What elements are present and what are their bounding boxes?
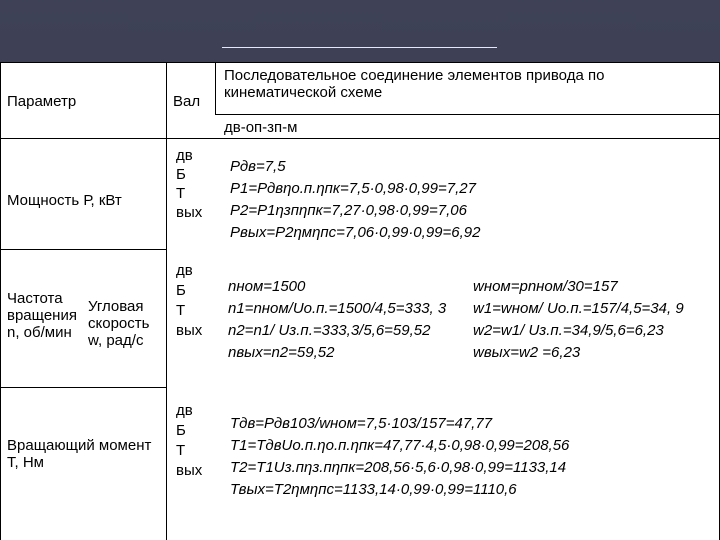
shaft-t: Т (176, 185, 186, 202)
power-label: Мощность Р, кВт (7, 192, 122, 209)
n-line: nвых=n2=59,52 (228, 344, 335, 361)
n-line: n1=nном/Uо.п.=1500/4,5=333, 3 (228, 300, 447, 317)
shaft-out: вых (176, 462, 203, 479)
n-line: n2=n1/ Uз.п.=333,3/5,6=59,52 (228, 322, 431, 339)
shaft-out: вых (176, 204, 203, 221)
torque-label: Вращающий момент Т, Нм (7, 437, 152, 471)
torque-line: Тдв=Рдв103/wном=7,5·103/157=47,77 (230, 415, 493, 432)
table-left-border (0, 62, 1, 540)
header-param: Параметр (7, 93, 77, 110)
power-bottom-rule (0, 249, 166, 250)
title-underline (222, 47, 497, 48)
header-val: Вал (173, 93, 201, 110)
torque-line: Т1=ТдвUо.п.ηо.п.ηпк=47,77·4,5·0,98·0,99=208,56 (230, 437, 570, 454)
shaft-out: вых (176, 322, 203, 339)
shaft-t: Т (176, 302, 186, 319)
w-line: w2=w1/ Uз.п.=34,9/5,6=6,23 (473, 322, 664, 339)
w-line: w1=wном/ Uо.п.=157/4,5=34, 9 (473, 300, 684, 317)
shaft-b: Б (176, 282, 186, 299)
column-divider (166, 62, 167, 540)
header-inner-rule (215, 114, 720, 115)
w-line: wном=pnном/30=157 (473, 278, 618, 295)
power-line: Р2=Р1ηзпηпк=7,27·0,98·0,99=7,06 (230, 202, 467, 219)
n-line: nном=1500 (228, 278, 306, 295)
header-scheme: Последовательное соединение элементов привода по кинематической схеме (224, 67, 605, 101)
parameters-table (0, 62, 720, 540)
shaft-b: Б (176, 422, 186, 439)
shaft-dv: дв (176, 147, 193, 164)
w-line: wвых=w2 =6,23 (473, 344, 581, 361)
speed-n-column (228, 276, 464, 364)
shaft-t: Т (176, 442, 186, 459)
speed-bottom-rule (0, 387, 166, 388)
speed-label-left: Частота вращения n, об/мин (7, 290, 77, 341)
power-line: Рдв=7,5 (230, 158, 286, 175)
torque-line: Твых=Т2ηмηпс=1133,14·0,99·0,99=1110,6 (230, 481, 517, 498)
table-top-border (0, 62, 720, 63)
torque-line: Т2=Т1Uз.пηз.пηпк=208,56·5,6·0,98·0,99=1133,14 (230, 459, 567, 476)
header-bottom-rule (0, 138, 720, 139)
speed-label-right: Угловая скорость w, рад/с (88, 298, 150, 349)
power-line: Рвых=Р2ηмηпс=7,06·0,99·0,99=6,92 (230, 224, 481, 241)
shaft-b: Б (176, 166, 186, 183)
shaft-dv: дв (176, 262, 193, 279)
header-val-divider (215, 62, 216, 114)
header-chain: дв-оп-зп-м (224, 119, 298, 136)
speed-w-column (473, 276, 695, 364)
power-line: Р1=Рдвηо.п.ηпк=7,5·0,98·0,99=7,27 (230, 180, 476, 197)
shaft-dv: дв (176, 402, 193, 419)
